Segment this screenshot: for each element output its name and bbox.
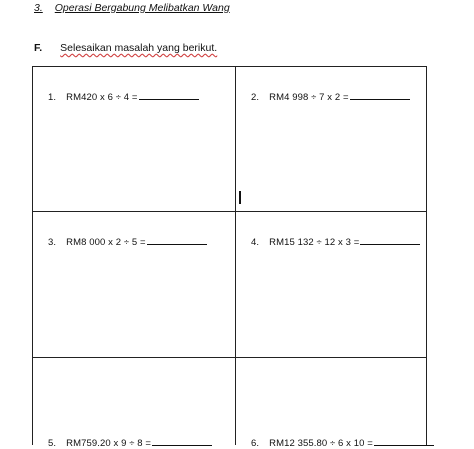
question-number: 4. — [251, 237, 260, 248]
question-expression: RM759.20 x 9 ÷ 8 = — [66, 438, 152, 449]
question-6 — [251, 436, 434, 449]
section-title: Operasi Bergabung Melibatkan Wang — [54, 2, 230, 14]
question-expression: RM4 998 ÷ 7 x 2 = — [269, 92, 349, 103]
question-number: 1. — [48, 92, 57, 103]
question-table — [32, 66, 427, 449]
section-number: 3. — [34, 2, 43, 14]
question-cell-6[interactable] — [236, 358, 426, 449]
instruction-letter: F. — [34, 42, 43, 54]
question-expression: RM8 000 x 2 ÷ 5 = — [66, 237, 146, 248]
question-expression: RM15 132 ÷ 12 x 3 = — [269, 237, 360, 248]
answer-blank[interactable] — [360, 235, 420, 245]
question-number: 2. — [251, 92, 260, 103]
question-4 — [251, 235, 420, 248]
instruction-text: Selesaikan masalah yang berikut. — [60, 42, 218, 54]
question-2 — [251, 90, 410, 103]
question-5 — [48, 436, 212, 449]
answer-blank[interactable] — [147, 235, 207, 245]
question-cell-1[interactable] — [33, 67, 236, 212]
text-cursor — [239, 191, 241, 204]
answer-blank[interactable] — [350, 90, 410, 100]
question-cell-2[interactable] — [236, 67, 426, 212]
question-number: 3. — [48, 237, 57, 248]
question-expression: RM12 355.80 ÷ 6 x 10 = — [269, 438, 373, 449]
question-number: 5. — [48, 438, 57, 449]
question-3 — [48, 235, 207, 248]
question-number: 6. — [251, 438, 260, 449]
answer-blank[interactable] — [139, 90, 199, 100]
question-expression: RM420 x 6 ÷ 4 = — [66, 92, 138, 103]
question-cell-5[interactable] — [33, 358, 236, 449]
instruction — [34, 42, 217, 54]
question-cell-4[interactable] — [236, 212, 426, 358]
question-1 — [48, 90, 199, 103]
question-cell-3[interactable] — [33, 212, 236, 358]
section-heading — [34, 2, 230, 14]
